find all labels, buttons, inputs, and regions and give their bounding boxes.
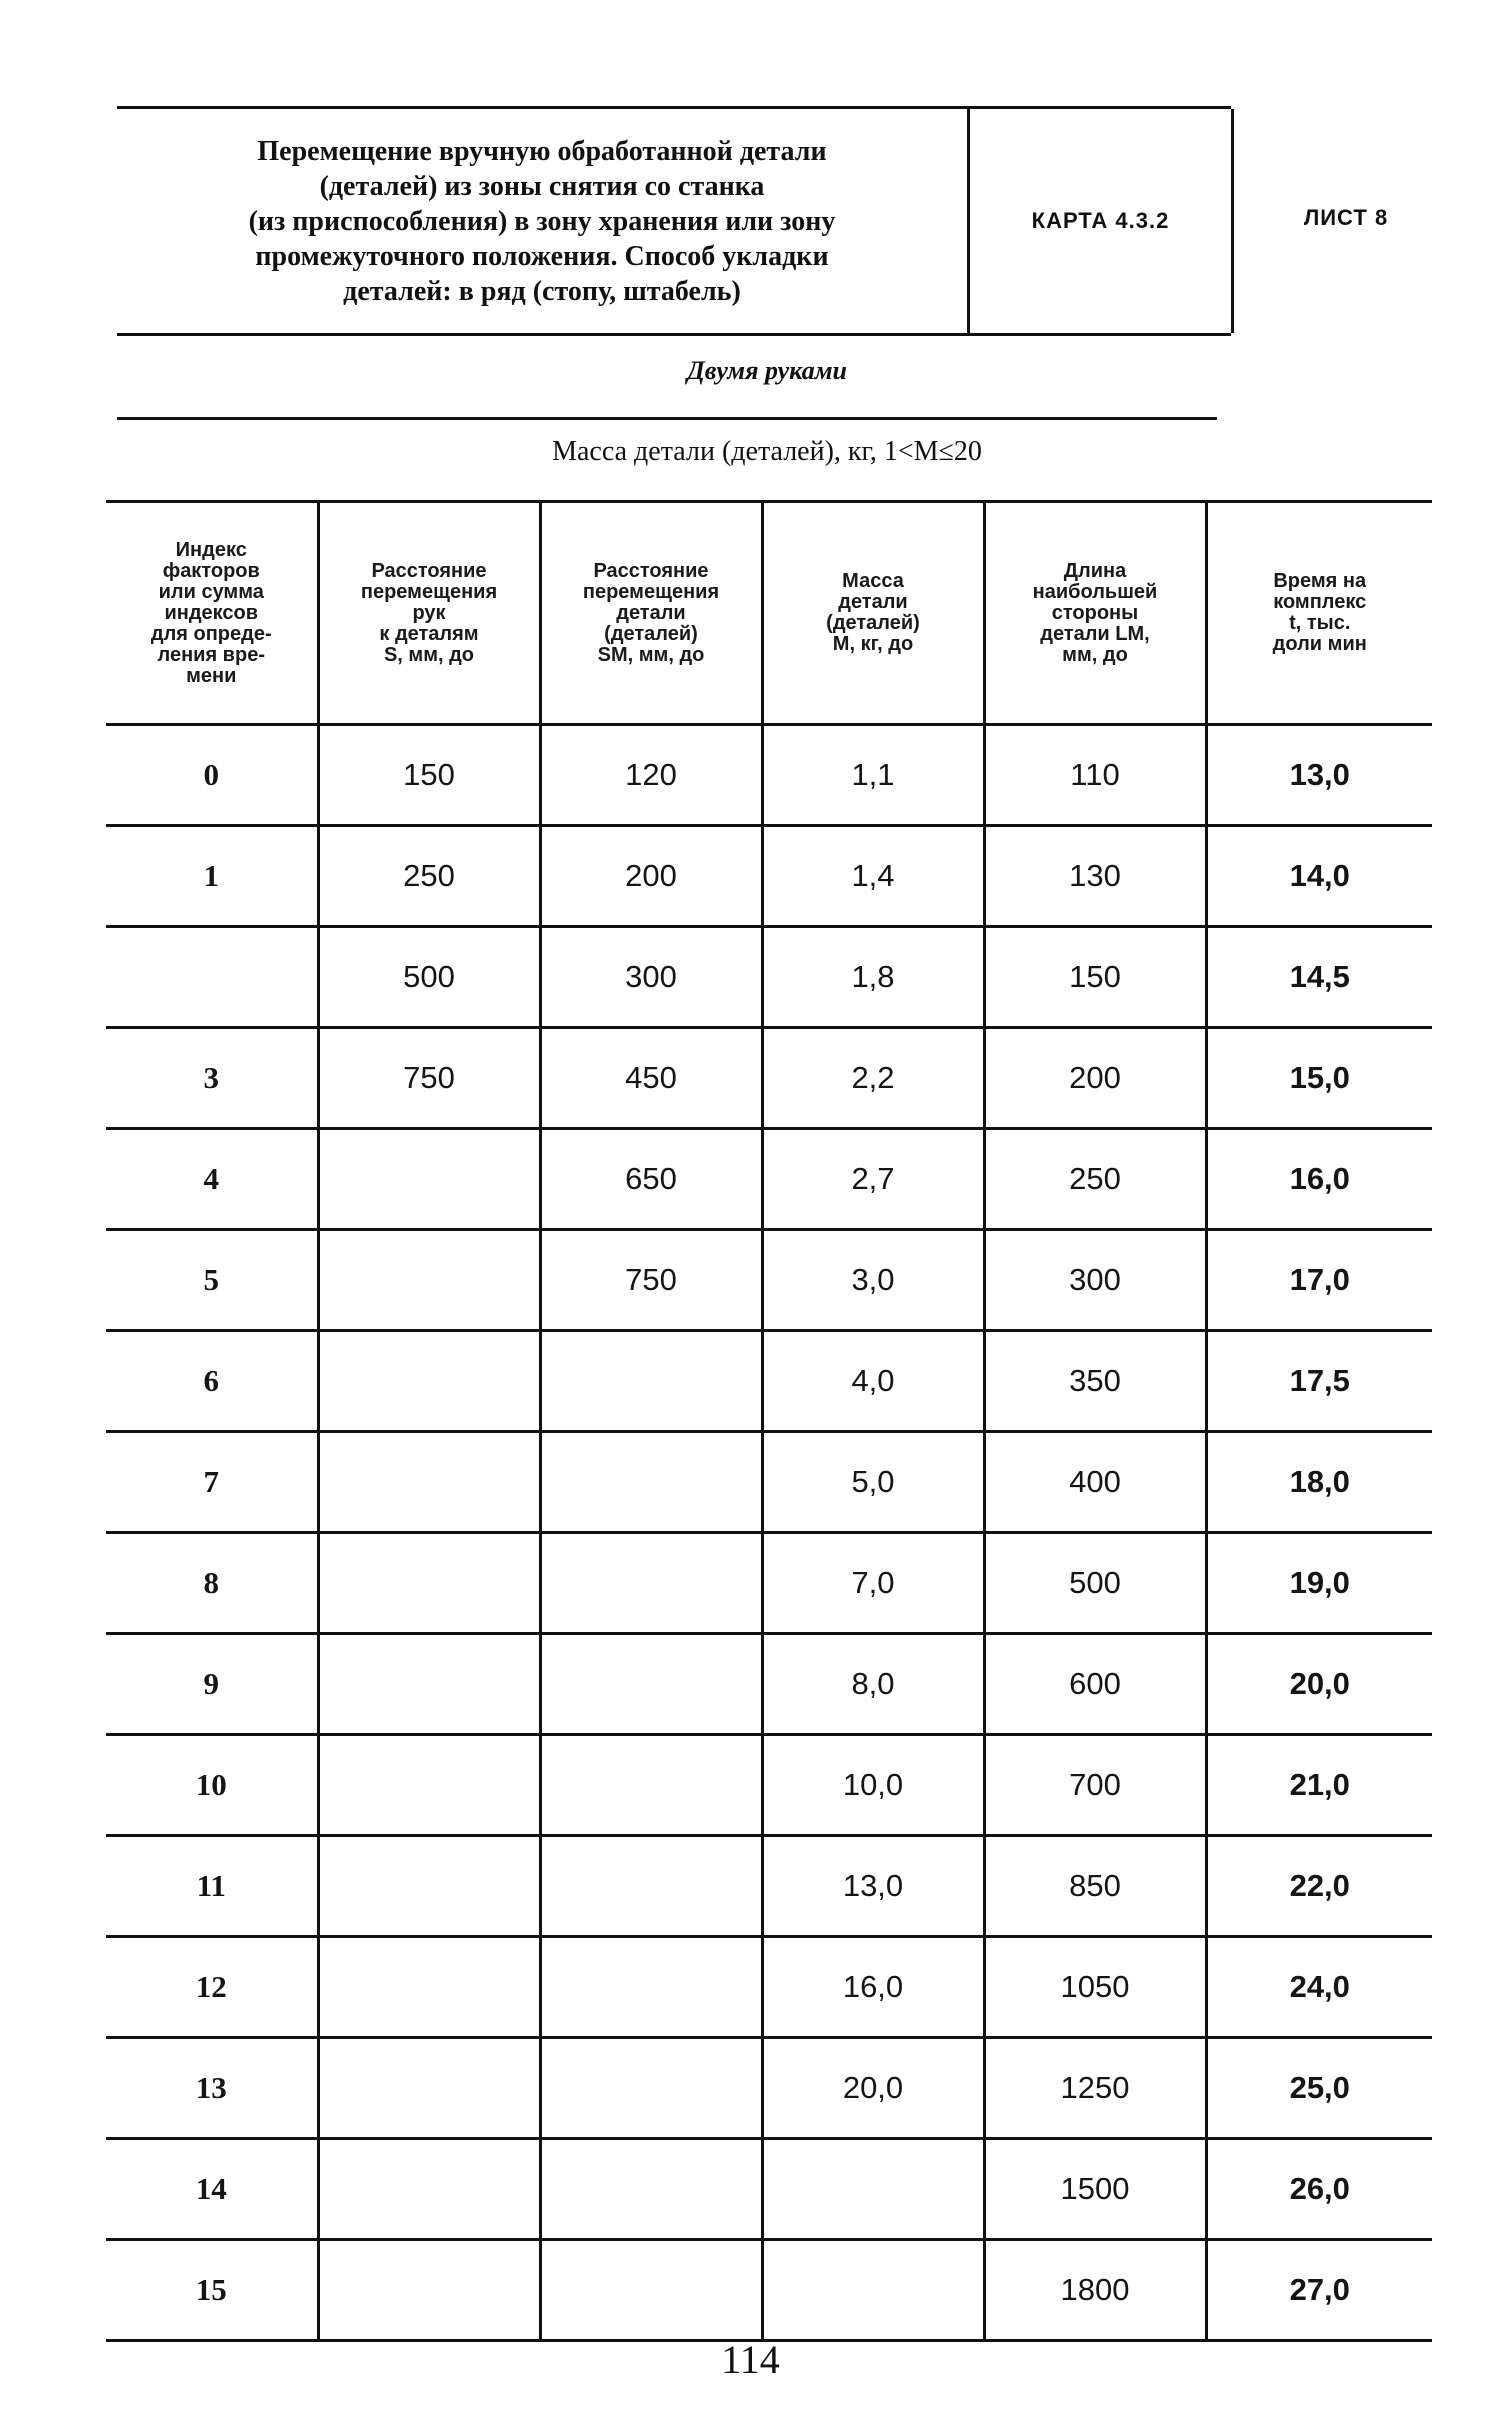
table-cell: 15 bbox=[106, 2240, 318, 2341]
table-cell: 650 bbox=[540, 1129, 762, 1230]
table-cell: 110 bbox=[984, 725, 1206, 826]
table-body bbox=[106, 725, 1432, 2341]
table-cell bbox=[540, 1735, 762, 1836]
table-cell: 350 bbox=[984, 1331, 1206, 1432]
table-cell: 3 bbox=[106, 1028, 318, 1129]
table-cell bbox=[762, 2139, 984, 2240]
table-cell: 300 bbox=[540, 927, 762, 1028]
table-cell: 17,0 bbox=[1206, 1230, 1432, 1331]
table-cell: 14,5 bbox=[1206, 927, 1432, 1028]
table-cell bbox=[540, 1634, 762, 1735]
header-divider bbox=[1231, 109, 1234, 333]
table-cell: 7 bbox=[106, 1432, 318, 1533]
table-row bbox=[106, 1230, 1432, 1331]
table-cell: 10,0 bbox=[762, 1735, 984, 1836]
table-cell bbox=[540, 1432, 762, 1533]
table-cell: 19,0 bbox=[1206, 1533, 1432, 1634]
table-cell: 600 bbox=[984, 1634, 1206, 1735]
table-cell: 250 bbox=[318, 826, 540, 927]
table-cell: 150 bbox=[318, 725, 540, 826]
table-cell: 1,4 bbox=[762, 826, 984, 927]
table-cell: 8,0 bbox=[762, 1634, 984, 1735]
table-cell: 1800 bbox=[984, 2240, 1206, 2341]
table-cell bbox=[318, 1331, 540, 1432]
table-cell bbox=[540, 2240, 762, 2341]
table-cell bbox=[318, 1533, 540, 1634]
table-cell: 13 bbox=[106, 2038, 318, 2139]
table-row bbox=[106, 1836, 1432, 1937]
table-cell: 12 bbox=[106, 1937, 318, 2038]
table-cell: 1500 bbox=[984, 2139, 1206, 2240]
table-cell: 22,0 bbox=[1206, 1836, 1432, 1937]
table-cell bbox=[318, 1937, 540, 2038]
card-header bbox=[117, 106, 1231, 336]
table-cell: 700 bbox=[984, 1735, 1206, 1836]
table-cell: 450 bbox=[540, 1028, 762, 1129]
table-row bbox=[106, 826, 1432, 927]
table-row bbox=[106, 725, 1432, 826]
table-cell: 20,0 bbox=[1206, 1634, 1432, 1735]
mass-range-caption: Масса детали (деталей), кг, 1<M≤20 bbox=[552, 436, 982, 467]
page-number: 114 bbox=[721, 2337, 780, 2382]
table-cell: 250 bbox=[984, 1129, 1206, 1230]
column-header: Время на комплекс t, тыс. доли мин bbox=[1206, 502, 1432, 725]
card-number: КАРТА 4.3.2 bbox=[1031, 208, 1170, 233]
table-cell bbox=[318, 2139, 540, 2240]
table-row bbox=[106, 1735, 1432, 1836]
table-cell: 13,0 bbox=[1206, 725, 1432, 826]
table-cell bbox=[762, 2240, 984, 2341]
table-cell: 5,0 bbox=[762, 1432, 984, 1533]
table-cell bbox=[318, 1129, 540, 1230]
table-row bbox=[106, 2139, 1432, 2240]
table-cell: 13,0 bbox=[762, 1836, 984, 1937]
table-cell bbox=[540, 2038, 762, 2139]
table-cell: 16,0 bbox=[762, 1937, 984, 2038]
table-cell: 26,0 bbox=[1206, 2139, 1432, 2240]
table-row bbox=[106, 1129, 1432, 1230]
table-cell: 21,0 bbox=[1206, 1735, 1432, 1836]
table-cell: 5 bbox=[106, 1230, 318, 1331]
table-cell: 9 bbox=[106, 1634, 318, 1735]
table-cell: 6 bbox=[106, 1331, 318, 1432]
table-cell bbox=[318, 1836, 540, 1937]
table-cell: 200 bbox=[540, 826, 762, 927]
column-header: Расстояние перемещения рук к деталям S, мм, до bbox=[318, 502, 540, 725]
table-cell: 400 bbox=[984, 1432, 1206, 1533]
table-cell: 130 bbox=[984, 826, 1206, 927]
table-cell: 18,0 bbox=[1206, 1432, 1432, 1533]
table-cell: 120 bbox=[540, 725, 762, 826]
table-cell bbox=[540, 1533, 762, 1634]
table-cell: 500 bbox=[318, 927, 540, 1028]
divider-rule bbox=[117, 417, 1217, 420]
table-cell: 1050 bbox=[984, 1937, 1206, 2038]
table-cell: 150 bbox=[984, 927, 1206, 1028]
table-cell: 500 bbox=[984, 1533, 1206, 1634]
table-cell: 17,5 bbox=[1206, 1331, 1432, 1432]
table-cell: 7,0 bbox=[762, 1533, 984, 1634]
table-row bbox=[106, 1432, 1432, 1533]
table-cell: 25,0 bbox=[1206, 2038, 1432, 2139]
table-cell bbox=[318, 1735, 540, 1836]
table-cell: 1,1 bbox=[762, 725, 984, 826]
table-cell: 4,0 bbox=[762, 1331, 984, 1432]
table-cell: 8 bbox=[106, 1533, 318, 1634]
table-cell: 0 bbox=[106, 725, 318, 826]
table-cell: 300 bbox=[984, 1230, 1206, 1331]
table-cell: 850 bbox=[984, 1836, 1206, 1937]
table-cell: 1250 bbox=[984, 2038, 1206, 2139]
table-cell bbox=[106, 927, 318, 1028]
subheading: Двумя руками bbox=[687, 356, 847, 385]
table-cell: 4 bbox=[106, 1129, 318, 1230]
column-header: Масса детали (деталей) M, кг, до bbox=[762, 502, 984, 725]
table-cell: 750 bbox=[318, 1028, 540, 1129]
norms-table bbox=[106, 500, 1432, 2342]
table-cell: 15,0 bbox=[1206, 1028, 1432, 1129]
table-row bbox=[106, 1533, 1432, 1634]
table-cell: 1 bbox=[106, 826, 318, 927]
column-header: Длина наибольшей стороны детали LM, мм, до bbox=[984, 502, 1206, 725]
table-cell bbox=[318, 2240, 540, 2341]
table-cell bbox=[318, 1432, 540, 1533]
card-title-text: Перемещение вручную обработанной детали (деталей) из зоны снятия со станка (из приспособления) в зону хранения или зону промежуточного положения. Способ укладки деталей: в ряд (стопу, штабель) bbox=[248, 135, 836, 307]
sheet-number: ЛИСТ 8 bbox=[1303, 205, 1389, 230]
table-cell: 1,8 bbox=[762, 927, 984, 1028]
table-cell bbox=[540, 1937, 762, 2038]
table-cell bbox=[540, 1331, 762, 1432]
table-cell: 750 bbox=[540, 1230, 762, 1331]
table-cell bbox=[540, 1836, 762, 1937]
card-title bbox=[117, 109, 967, 333]
table-cell: 200 bbox=[984, 1028, 1206, 1129]
table-cell: 27,0 bbox=[1206, 2240, 1432, 2341]
table-cell: 3,0 bbox=[762, 1230, 984, 1331]
table-cell: 16,0 bbox=[1206, 1129, 1432, 1230]
table-row bbox=[106, 1028, 1432, 1129]
table-cell bbox=[318, 1634, 540, 1735]
table-cell: 14,0 bbox=[1206, 826, 1432, 927]
table-row bbox=[106, 1634, 1432, 1735]
table-cell: 11 bbox=[106, 1836, 318, 1937]
column-header: Индекс факторов или сумма индексов для опреде- ления вре- мени bbox=[106, 502, 318, 725]
table-cell: 10 bbox=[106, 1735, 318, 1836]
table-header-row bbox=[106, 502, 1432, 725]
table-cell: 2,2 bbox=[762, 1028, 984, 1129]
table-row bbox=[106, 927, 1432, 1028]
table-row bbox=[106, 2240, 1432, 2341]
table-cell bbox=[540, 2139, 762, 2240]
table-cell: 2,7 bbox=[762, 1129, 984, 1230]
table-cell: 20,0 bbox=[762, 2038, 984, 2139]
table-cell: 24,0 bbox=[1206, 1937, 1432, 2038]
table-cell bbox=[318, 1230, 540, 1331]
table-cell bbox=[318, 2038, 540, 2139]
table-row bbox=[106, 1937, 1432, 2038]
column-header: Расстояние перемещения детали (деталей) SM, мм, до bbox=[540, 502, 762, 725]
table-row bbox=[106, 2038, 1432, 2139]
table-cell: 14 bbox=[106, 2139, 318, 2240]
table-row bbox=[106, 1331, 1432, 1432]
